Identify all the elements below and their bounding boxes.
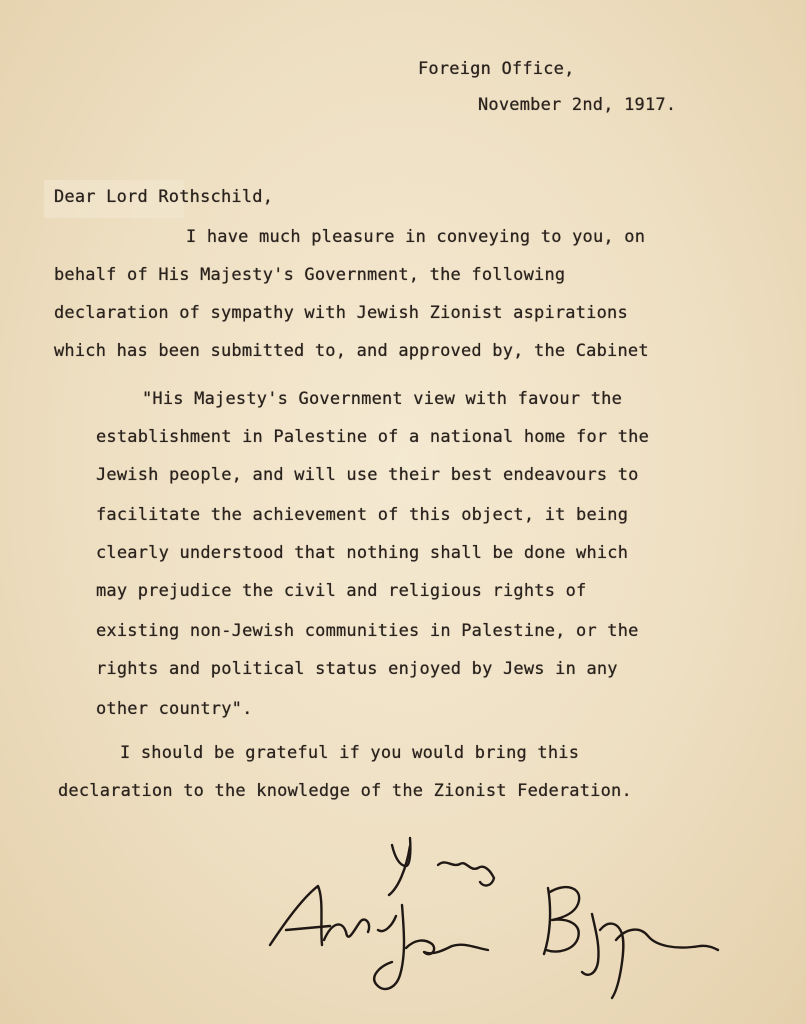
- declaration-line: clearly understood that nothing shall be done which: [96, 543, 629, 563]
- intro-line: behalf of His Majesty's Government, the following: [54, 265, 566, 285]
- closing-line: declaration to the knowledge of the Zionist Federation.: [58, 781, 632, 801]
- declaration-line: other country".: [96, 699, 253, 719]
- intro-line: declaration of sympathy with Jewish Zionist aspirations: [54, 303, 628, 323]
- letter-salutation: Dear Lord Rothschild,: [54, 187, 274, 207]
- declaration-line: establishment in Palestine of a national home for the: [96, 427, 650, 447]
- closing-line: I should be grateful if you would bring this: [120, 743, 580, 763]
- declaration-line: existing non-Jewish communities in Palestine, or the: [96, 621, 639, 641]
- signoff-yours: [389, 838, 494, 895]
- signature-name: [270, 886, 718, 998]
- letter-place: Foreign Office,: [418, 59, 575, 79]
- intro-line: I have much pleasure in conveying to you, on: [186, 227, 646, 247]
- letter-date: November 2nd, 1917.: [478, 95, 677, 115]
- declaration-line: Jewish people, and will use their best endeavours to: [96, 465, 639, 485]
- intro-line: which has been submitted to, and approved by, the Cabinet: [54, 341, 649, 361]
- declaration-line: rights and political status enjoyed by Jews in any: [96, 659, 618, 679]
- declaration-line: "His Majesty's Government view with favour the: [142, 389, 623, 409]
- declaration-line: facilitate the achievement of this object, it being: [96, 505, 629, 525]
- declaration-line: may prejudice the civil and religious rights of: [96, 581, 587, 601]
